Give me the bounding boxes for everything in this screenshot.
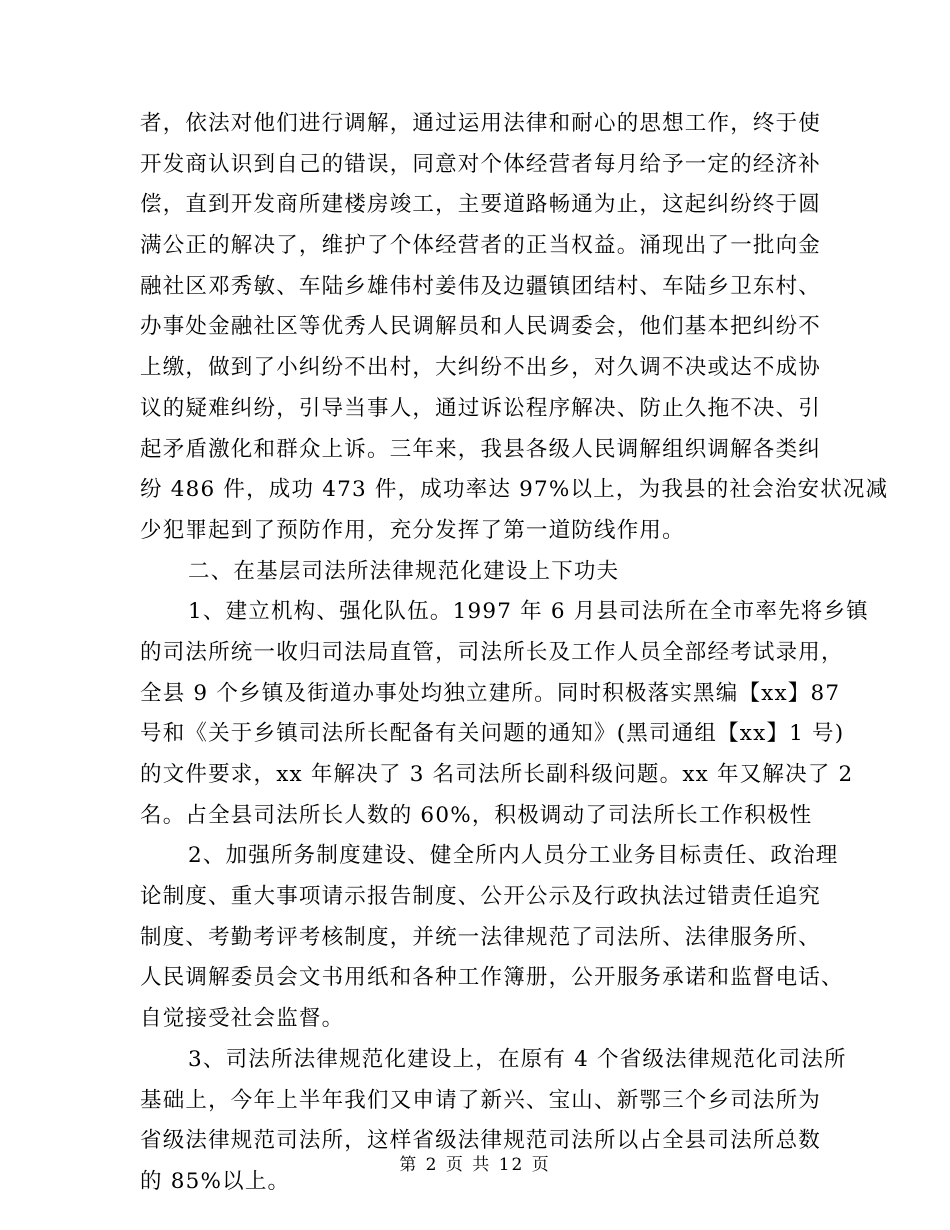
text-line: 3、司法所法律规范化建设上，在原有 4 个省级法律规范化司法所 <box>188 1046 847 1072</box>
text-line: 起矛盾激化和群众上诉。三年来，我县各级人民调解组织调解各类纠 <box>140 436 822 462</box>
text-line: 少犯罪起到了预防作用，充分发挥了第一道防线作用。 <box>140 517 685 543</box>
text-line: 论制度、重大事项请示报告制度、公开公示及行政执法过错责任追究 <box>140 884 822 910</box>
text-line: 的文件要求，xx 年解决了 3 名司法所长副科级问题。xx 年又解决了 2 <box>140 762 854 787</box>
text-line: 办事处金融社区等优秀人民调解员和人民调委会，他们基本把纠纷不 <box>140 314 822 340</box>
body-text <box>140 104 889 1203</box>
text-line: 开发商认识到自己的错误，同意对个体经营者每月给予一定的经济补 <box>140 151 822 177</box>
text-line: 二、在基层司法所法律规范化建设上下功夫 <box>188 558 620 584</box>
text-line: 满公正的解决了，维护了个体经营者的正当权益。涌现出了一批向金 <box>140 233 822 259</box>
text-line: 自觉接受社会监督。 <box>140 1006 345 1032</box>
text-line: 基础上，今年上半年我们又申请了新兴、宝山、新鄂三个乡司法所为 <box>140 1087 822 1113</box>
text-line: 的司法所统一收归司法局直管，司法所长及工作人员全部经考试录用， <box>140 639 844 665</box>
text-line: 名。占全县司法所长人数的 60%，积极调动了司法所长工作积极性 <box>140 802 813 828</box>
text-line: 2、加强所务制度建设、健全所内人员分工业务目标责任、政治理 <box>188 843 839 869</box>
text-line: 偿，直到开发商所建楼房竣工，主要道路畅通为止，这起纠纷终于圆 <box>140 192 822 218</box>
text-line: 上缴，做到了小纠纷不出村，大纠纷不出乡，对久调不决或达不成协 <box>140 355 822 381</box>
text-line: 号和《关于乡镇司法所长配备有关问题的通知》(黑司通组【xx】1 号) <box>140 721 845 747</box>
text-line: 议的疑难纠纷，引导当事人，通过诉讼程序解决、防止久拖不决、引 <box>140 395 822 421</box>
text-line: 全县 9 个乡镇及街道办事处均独立建所。同时积极落实黑编【xx】87 <box>140 680 841 706</box>
text-line: 纷 486 件，成功 473 件，成功率达 97%以上，为我县的社会治安状况减 <box>140 477 889 503</box>
text-line: 者，依法对他们进行调解，通过运用法律和耐心的思想工作，终于使 <box>140 111 822 136</box>
text-line: 的 85%以上。 <box>140 1168 291 1194</box>
text-line: 1、建立机构、强化队伍。1997 年 6 月县司法所在全市率先将乡镇 <box>188 599 869 625</box>
text-line: 制度、考勤考评考核制度，并统一法律规范了司法所、法律服务所、 <box>140 924 822 950</box>
text-line: 省级法律规范司法所，这样省级法律规范司法所以占全县司法所总数 <box>140 1128 822 1154</box>
text-line: 融社区邓秀敏、车陆乡雄伟村姜伟及边疆镇团结村、车陆乡卫东村、 <box>140 273 822 299</box>
page-footer: 第 2 页 共 12 页 <box>399 1155 551 1175</box>
text-line: 人民调解委员会文书用纸和各种工作簿册，公开服务承诺和监督电话、 <box>140 965 844 991</box>
